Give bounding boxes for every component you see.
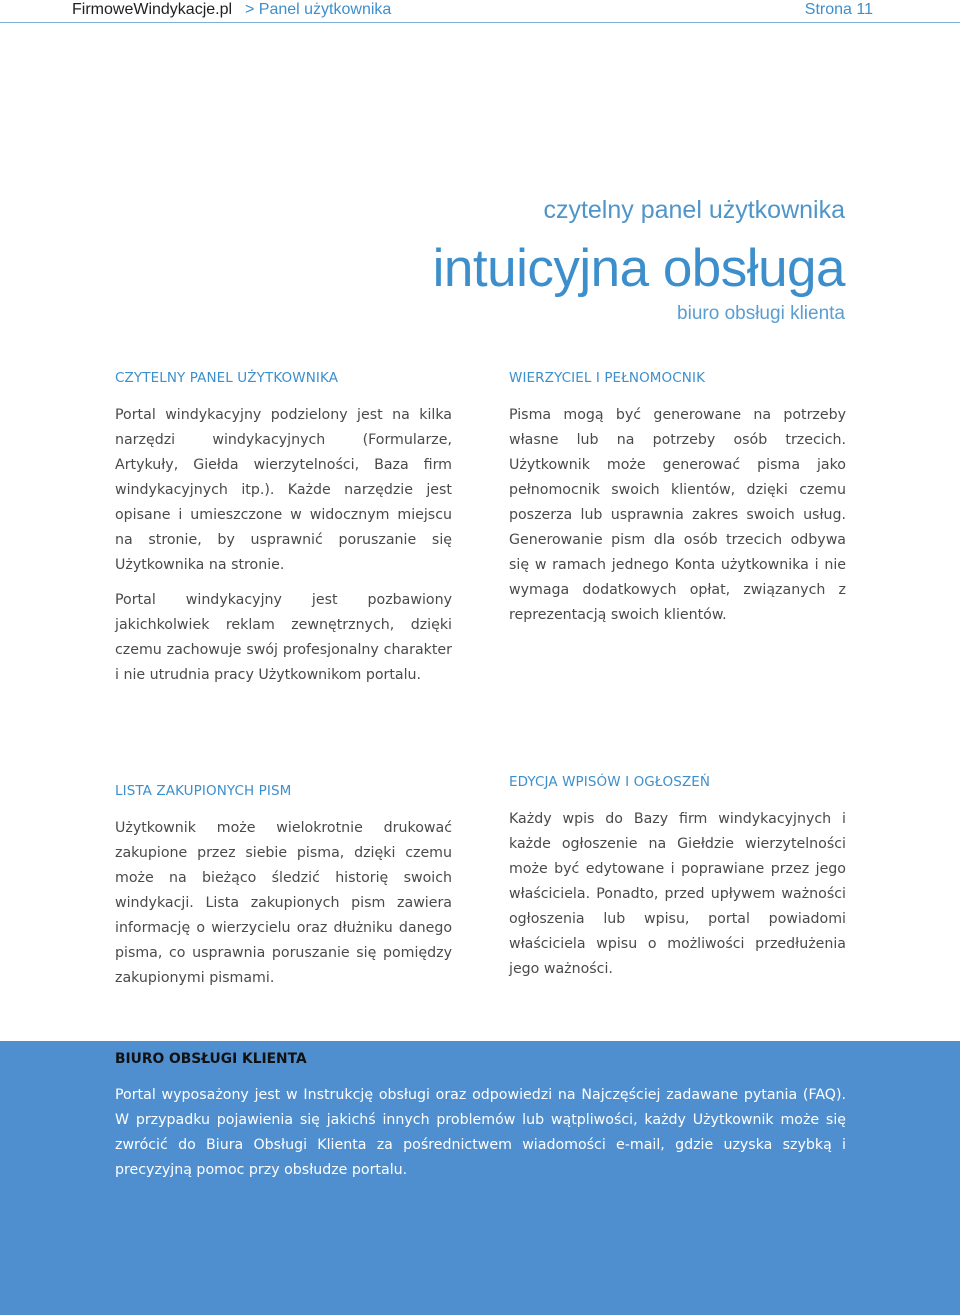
- hero-tagline: biuro obsługi klienta: [677, 303, 845, 324]
- site-brand[interactable]: FirmoweWindykacje.pl: [72, 1, 233, 18]
- section-creditor-proxy: [509, 370, 846, 638]
- section-heading: CZYTELNY PANEL UŻYTKOWNIKA: [115, 370, 339, 386]
- page-number: Strona 11: [804, 1, 873, 18]
- section-edit-entries: [509, 774, 846, 992]
- hero-title: intuicyjna obsługa: [432, 239, 845, 298]
- section-purchased-letters: [115, 783, 452, 1001]
- section-heading: EDYCJA WPISÓW I OGŁOSZEŃ: [509, 774, 711, 790]
- section-paragraph: Użytkownik może wielokrotnie drukować zakupione przez siebie pisma, dzięki czemu może na bieżąco śledzić historię swoich windykacji. Lista zakupionych pism zawiera informację o wierzycielu oraz dłużniku danego pisma, co usprawnia poruszanie się pomiędzy zakupionymi pismami.: [115, 820, 452, 986]
- section-heading: WIERZYCIEL I PEŁNOMOCNIK: [509, 370, 706, 386]
- banner-heading: BIURO OBSŁUGI KLIENTA: [115, 1051, 307, 1067]
- customer-service-banner: [0, 1041, 960, 1315]
- section-user-panel: [115, 370, 452, 698]
- section-paragraph: Każdy wpis do Bazy firm windykacyjnych i każde ogłoszenie na Giełdzie wierzytelności może być edytowane i poprawiane przez jego właściciela. Ponadto, przed upływem ważności ogłoszenia lub wpisu, portal powiadomi właściciela wpisu o możliwości przedłużenia jego ważności.: [509, 811, 846, 977]
- section-paragraph: Portal windykacyjny jest pozbawiony jakichkolwiek reklam zewnętrznych, dzięki czemu zachowuje swój profesjonalny charakter i nie utrudnia pracy Użytkownikom portalu.: [115, 592, 452, 683]
- hero-subtitle: czytelny panel użytkownika: [543, 196, 845, 224]
- section-paragraph: Portal windykacyjny podzielony jest na kilka narzędzi windykacyjnych (Formularze, Artykuły, Giełda wierzytelności, Baza firm windykacyjnych itp.). Każde narzędzie jest opisane i umieszczone w widocznym miejscu na stronie, by usprawnić poruszanie się Użytkownika na stronie.: [115, 407, 452, 573]
- breadcrumb[interactable]: > Panel użytkownika: [245, 1, 392, 18]
- page-header: [0, 0, 960, 23]
- section-heading: LISTA ZAKUPIONYCH PISM: [115, 783, 292, 799]
- banner-text: Portal wyposażony jest w Instrukcję obsługi oraz odpowiedzi na Najczęściej zadawane pytania (FAQ). W przypadku pojawienia się jakichś innych problemów lub wątpliwości, każdy Użytkownik może się zwrócić do Biura Obsługi Klienta za pośrednictwem wiadomości e-mail, gdzie uzyska szybką i precyzyjną pomoc przy obsłudze portalu.: [115, 1087, 846, 1178]
- section-paragraph: Pisma mogą być generowane na potrzeby własne lub na potrzeby osób trzecich. Użytkownik może generować pisma jako pełnomocnik swoich klientów, dzięki czemu poszerza lub usprawnia zakres swoich usług. Generowanie pism dla osób trzecich odbywa się w ramach jednego Konta użytkownika i nie wymaga dodatkowych opłat, związanych z reprezentacją swoich klientów.: [509, 407, 846, 623]
